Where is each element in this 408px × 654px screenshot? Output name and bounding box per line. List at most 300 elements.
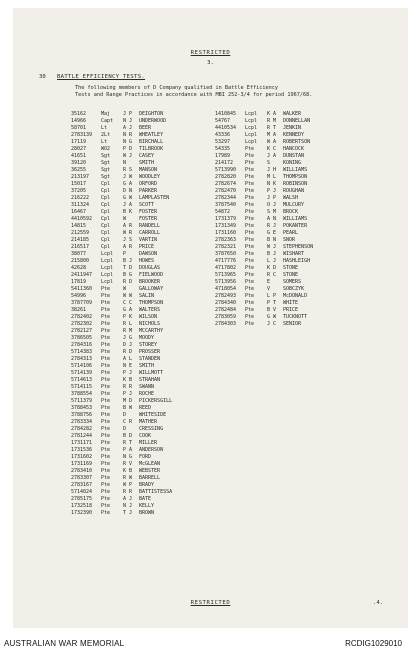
archive-caption: AUSTRALIAN WAR MEMORIAL <box>4 639 125 648</box>
rank: Pte <box>245 195 255 201</box>
roster-row <box>215 111 353 118</box>
initials: P J <box>123 370 133 376</box>
surname: KONING <box>283 160 302 166</box>
surname: FOSTER <box>139 216 158 222</box>
rank: Pte <box>101 293 111 299</box>
surname: DONNELLAN <box>283 118 311 124</box>
roster-row <box>71 209 209 216</box>
surname: BRADY <box>139 482 155 488</box>
roster-row <box>71 468 209 475</box>
surname: WALTERS <box>139 307 161 313</box>
initials: R D <box>123 279 133 285</box>
roster-row <box>71 279 209 286</box>
surname: PICKERSGILL <box>139 398 173 404</box>
surname: HANCOCK <box>283 146 305 152</box>
service-number: 4717802 <box>215 265 237 271</box>
roster-row <box>71 216 209 223</box>
surname: MATHER <box>139 419 158 425</box>
initials: B V <box>267 307 277 313</box>
roster-row <box>71 111 209 118</box>
rank: Pte <box>245 286 255 292</box>
roster-row <box>71 405 209 412</box>
service-number: 2784313 <box>71 356 93 362</box>
rank: Lcpl <box>245 139 258 145</box>
initials: J P <box>123 111 133 117</box>
service-number: 14815 <box>71 223 87 229</box>
roster-row <box>71 426 209 433</box>
roster-row <box>71 433 209 440</box>
rank: Cpl <box>101 195 111 201</box>
surname: ANDERSON <box>139 447 164 453</box>
rank: Pte <box>245 251 255 257</box>
service-number: 54996 <box>71 293 87 299</box>
surname: WALSH <box>283 195 299 201</box>
roster-row <box>71 230 209 237</box>
service-number: 2783059 <box>215 314 237 320</box>
rank: Pte <box>101 335 111 341</box>
surname: VARTIN <box>139 237 158 243</box>
initials: R R <box>123 384 133 390</box>
service-number: 3788453 <box>71 405 93 411</box>
service-number: 2782820 <box>215 174 237 180</box>
rank: Pte <box>101 419 111 425</box>
initials: N J <box>123 503 133 509</box>
rank: Pte <box>245 244 255 250</box>
service-number: 1731160 <box>215 230 237 236</box>
initials: J C <box>267 321 277 327</box>
rank: Lcpl <box>101 251 114 257</box>
surname: DUNSTAN <box>283 153 305 159</box>
roster-row <box>71 153 209 160</box>
initials: R T <box>267 125 277 131</box>
initials: N J <box>123 118 133 124</box>
initials: J A <box>123 202 133 208</box>
initials: R M <box>267 118 277 124</box>
rank: Cpl <box>101 188 111 194</box>
roster-row <box>71 202 209 209</box>
roster-row <box>215 300 353 307</box>
service-number: 5714613 <box>71 377 93 383</box>
roster-row <box>215 146 353 153</box>
surname: PRICE <box>283 307 299 313</box>
rank: Pte <box>101 454 111 460</box>
surname: HASHLEIGH <box>283 258 311 264</box>
initials: R T <box>123 440 133 446</box>
rank: Pte <box>101 433 111 439</box>
roster-row <box>215 307 353 314</box>
surname: STOREY <box>139 342 158 348</box>
service-number: 2782321 <box>215 244 237 250</box>
rank: Cpl <box>101 230 111 236</box>
surname: UNDERWOOD <box>139 118 167 124</box>
initials: B K <box>123 209 133 215</box>
roster-row <box>215 195 353 202</box>
service-number: 53297 <box>215 139 231 145</box>
rank: Pte <box>245 321 255 327</box>
rank: Pte <box>245 153 255 159</box>
roster-row <box>215 251 353 258</box>
rank: Cpl <box>101 181 111 187</box>
page-number: 3. <box>207 60 214 66</box>
initials: M D <box>123 398 133 404</box>
roster-row <box>71 356 209 363</box>
service-number: 5714139 <box>71 370 93 376</box>
rank: Pte <box>245 258 255 264</box>
rank: Pte <box>101 342 111 348</box>
roster-row <box>71 188 209 195</box>
roster-row <box>71 258 209 265</box>
service-number: 2784282 <box>71 426 93 432</box>
initials: P A <box>123 447 133 453</box>
rank: Lcpl <box>245 118 258 124</box>
roster-row <box>71 265 209 272</box>
service-number: 311324 <box>71 202 90 208</box>
service-number: 5714115 <box>71 384 93 390</box>
service-number: 5714106 <box>71 363 93 369</box>
surname: LAMPLASTEN <box>139 195 170 201</box>
surname: MILLER <box>139 440 158 446</box>
surname: GALLOWAY <box>139 286 164 292</box>
rank: Lt <box>101 125 108 131</box>
initials: K B <box>123 377 133 383</box>
initials: R M <box>123 328 133 334</box>
roster-row <box>215 244 353 251</box>
service-number: 5713965 <box>215 272 237 278</box>
roster-row <box>215 314 353 321</box>
roster-row <box>71 510 209 517</box>
surname: WHITESIDE <box>139 412 167 418</box>
rank: Pte <box>245 167 255 173</box>
roster-row <box>71 314 209 321</box>
surname: SOMERS <box>283 279 302 285</box>
service-number: 14966 <box>71 118 87 124</box>
intro-line: Tests and Range Practices in accordance with MBI 252-3/4 for period 1967/68. <box>75 92 313 98</box>
rank: Pte <box>101 447 111 453</box>
surname: THOMPSON <box>283 174 308 180</box>
roster-row <box>215 272 353 279</box>
rank: Pte <box>245 237 255 243</box>
service-number: 1732390 <box>71 510 93 516</box>
rank: Pte <box>245 230 255 236</box>
rank: Pte <box>245 146 255 152</box>
initials: B W <box>123 405 133 411</box>
initials: C C <box>123 300 133 306</box>
roster-row <box>71 398 209 405</box>
roster-row <box>71 412 209 419</box>
next-page-marker: .4. <box>373 600 384 606</box>
service-number: 43336 <box>215 132 231 138</box>
roster-row <box>215 125 353 132</box>
roster-row <box>71 335 209 342</box>
service-number: 4718054 <box>215 286 237 292</box>
surname: WILLMOTT <box>139 370 164 376</box>
roster-row <box>71 167 209 174</box>
initials: L P <box>267 293 277 299</box>
roster-row <box>71 370 209 377</box>
roster-row <box>71 146 209 153</box>
initials: N E <box>123 363 133 369</box>
initials: V <box>267 286 271 292</box>
rank: Pte <box>245 216 255 222</box>
initials: K B <box>123 468 133 474</box>
surname: SNOR <box>283 237 296 243</box>
roster-row <box>71 118 209 125</box>
roster-row <box>71 286 209 293</box>
service-number: 54872 <box>215 209 231 215</box>
roster-row <box>215 118 353 125</box>
initials: D J <box>123 342 133 348</box>
service-number: 2784303 <box>215 321 237 327</box>
rank: Lcpl <box>101 272 114 278</box>
roster-row <box>215 279 353 286</box>
rank: Sgt <box>101 167 111 173</box>
roster-row <box>71 384 209 391</box>
surname: BROCK <box>283 209 299 215</box>
service-number: 2783307 <box>71 475 93 481</box>
surname: KELLY <box>139 503 155 509</box>
initials: W J <box>267 244 277 250</box>
header-restricted: RESTRICTED <box>190 50 231 56</box>
surname: RANDELL <box>139 223 161 229</box>
initials: O J <box>267 202 277 208</box>
service-number: 2784340 <box>215 300 237 306</box>
initials: S <box>267 160 271 166</box>
rank: Pte <box>101 349 111 355</box>
rank: Lcpl <box>245 125 258 131</box>
surname: WHEATLEY <box>139 132 164 138</box>
roster-row <box>71 328 209 335</box>
initials: W P <box>123 482 133 488</box>
service-number: 3787709 <box>71 300 93 306</box>
surname: MOODY <box>139 335 155 341</box>
initials: A N <box>267 216 277 222</box>
surname: MCCARTHY <box>139 328 164 334</box>
service-number: 28027 <box>71 146 87 152</box>
roster-row <box>215 188 353 195</box>
initials: M A <box>267 132 277 138</box>
surname: FORD <box>139 454 152 460</box>
initials: N G <box>123 454 133 460</box>
surname: DAWSON <box>139 251 158 257</box>
initials: P K <box>123 314 133 320</box>
initials: G W <box>267 314 277 320</box>
surname: CRESSING <box>139 426 164 432</box>
roster-row <box>71 349 209 356</box>
initials: G E <box>267 230 277 236</box>
service-number: 39120 <box>71 160 87 166</box>
service-number: 1731602 <box>71 454 93 460</box>
roster-row <box>215 258 353 265</box>
rank: Pte <box>101 503 111 509</box>
roster-row <box>71 391 209 398</box>
service-number: 212559 <box>71 230 90 236</box>
intro-paragraph <box>75 85 385 99</box>
initials: B G <box>123 272 133 278</box>
rank: Pte <box>101 461 111 467</box>
service-number: 214185 <box>71 237 90 243</box>
roster-row <box>71 223 209 230</box>
initials: J A <box>267 153 277 159</box>
initials: D <box>123 412 127 418</box>
roster-row <box>71 503 209 510</box>
initials: P <box>123 251 127 257</box>
surname: CARROLL <box>139 230 161 236</box>
surname: SCOTT <box>139 202 155 208</box>
roster-row <box>71 440 209 447</box>
surname: SMITH <box>139 160 155 166</box>
rank: Pte <box>101 314 111 320</box>
surname: STRAHAN <box>139 377 161 383</box>
service-number: 37205 <box>71 188 87 194</box>
surname: FOSTER <box>139 209 158 215</box>
document-page <box>13 8 408 628</box>
roster-row <box>71 195 209 202</box>
service-number: 4410534 <box>215 125 237 131</box>
initials: R D <box>123 349 133 355</box>
surname: POKANTER <box>283 223 308 229</box>
service-number: 2781244 <box>71 433 93 439</box>
rank: Pte <box>245 223 255 229</box>
initials: T D <box>123 265 133 271</box>
service-number: 2782127 <box>71 328 93 334</box>
service-number: 5711379 <box>71 398 93 404</box>
service-number: 17989 <box>215 153 231 159</box>
roster-row <box>215 223 353 230</box>
rank: Pte <box>101 356 111 362</box>
surname: WALKER <box>283 111 302 117</box>
service-number: 38077 <box>71 251 87 257</box>
rank: Pte <box>245 209 255 215</box>
service-number: 3786505 <box>71 335 93 341</box>
initials: B J <box>267 251 277 257</box>
service-number: 1731171 <box>71 440 93 446</box>
service-number: 5713990 <box>215 167 237 173</box>
initials: L J <box>267 258 277 264</box>
initials: W A <box>267 139 277 145</box>
roster-row <box>215 293 353 300</box>
initials: J H <box>267 167 277 173</box>
roster-row <box>215 286 353 293</box>
rank: Pte <box>101 286 111 292</box>
service-number: 2783167 <box>71 482 93 488</box>
service-number: 42628 <box>71 265 87 271</box>
service-number: 2783410 <box>71 468 93 474</box>
surname: BROOKER <box>139 279 161 285</box>
initials: N R <box>123 132 133 138</box>
rank: 2Lt <box>101 132 111 138</box>
roster-row <box>71 251 209 258</box>
service-number: 2782470 <box>215 188 237 194</box>
rank: Pte <box>101 475 111 481</box>
rank: Pte <box>245 188 255 194</box>
rank: Capt <box>101 118 114 124</box>
service-number: 216517 <box>71 244 90 250</box>
surname: CASEY <box>139 153 155 159</box>
service-number: 5714024 <box>71 489 93 495</box>
surname: TUCKNOTT <box>283 314 308 320</box>
surname: STONE <box>283 265 299 271</box>
service-number: 216222 <box>71 195 90 201</box>
initials: B J <box>123 258 133 264</box>
roster-row <box>215 132 353 139</box>
rank: Pte <box>101 391 111 397</box>
roster-row <box>215 181 353 188</box>
rank: Pte <box>101 307 111 313</box>
rank: Cpl <box>101 223 111 229</box>
rank: Pte <box>101 468 111 474</box>
rank: Pte <box>101 412 111 418</box>
surname: BATE <box>139 496 152 502</box>
service-number: 4717776 <box>215 258 237 264</box>
surname: SALIN <box>139 293 155 299</box>
surname: JENKIN <box>283 125 302 131</box>
rank: Maj <box>101 111 111 117</box>
roster-row <box>71 321 209 328</box>
initials: C R <box>123 419 133 425</box>
initials: R R <box>123 489 133 495</box>
initials: J S <box>123 237 133 243</box>
rank: WO2 <box>101 146 111 152</box>
service-number: 3788756 <box>71 412 93 418</box>
service-number: 2783139 <box>71 132 93 138</box>
service-number: 2782674 <box>215 181 237 187</box>
rank: Pte <box>101 398 111 404</box>
service-number: 2785175 <box>71 496 93 502</box>
roster-row <box>71 363 209 370</box>
surname: SENIOR <box>283 321 302 327</box>
initials: P J <box>267 188 277 194</box>
rank: Pte <box>245 202 255 208</box>
surname: PROSSER <box>139 349 161 355</box>
rank: Pte <box>245 314 255 320</box>
surname: SWANN <box>139 384 155 390</box>
service-number: 4410592 <box>71 216 93 222</box>
service-number: 54767 <box>215 118 231 124</box>
initials: W <box>123 286 127 292</box>
rank: Pte <box>245 272 255 278</box>
initials: K A <box>267 111 277 117</box>
roster-row <box>71 496 209 503</box>
initials: A J <box>123 125 133 131</box>
roster-row <box>215 265 353 272</box>
initials: G A <box>123 181 133 187</box>
surname: WEBSTER <box>139 468 161 474</box>
initials: A J <box>123 496 133 502</box>
initials: R J <box>267 223 277 229</box>
surname: DOUGLAS <box>139 265 161 271</box>
service-number: 2782363 <box>215 237 237 243</box>
initials: B D <box>123 433 133 439</box>
rank: Pte <box>101 405 111 411</box>
rank: Pte <box>245 265 255 271</box>
service-number: 5411360 <box>71 286 93 292</box>
initials: N G <box>123 139 133 145</box>
roster-row <box>71 300 209 307</box>
initials: W W <box>123 293 133 299</box>
rank: Pte <box>101 384 111 390</box>
rank: Lcpl <box>101 258 114 264</box>
service-number: 17119 <box>71 139 87 145</box>
initials: W J <box>123 153 133 159</box>
service-number: 2411947 <box>71 272 93 278</box>
surname: McGLEAN <box>139 461 161 467</box>
rank: Pte <box>245 300 255 306</box>
rank: Pte <box>101 300 111 306</box>
initials: A R <box>123 244 133 250</box>
surname: DEIGHTON <box>139 111 164 117</box>
margin-paragraph-number: 30 <box>39 74 46 80</box>
roster-row <box>71 377 209 384</box>
